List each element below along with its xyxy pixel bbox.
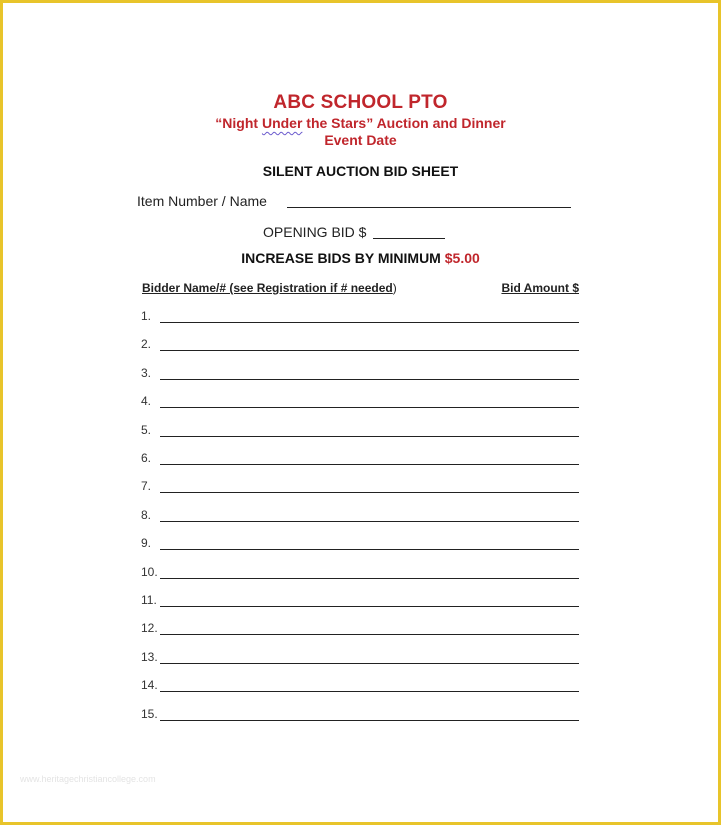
event-title-under: Under — [261, 115, 303, 131]
bid-row-number: 3. — [141, 366, 152, 380]
bid-entry-line[interactable] — [160, 720, 579, 721]
bid-entry-line[interactable] — [160, 464, 579, 465]
bid-row-number: 13. — [141, 650, 158, 664]
increase-bids-line — [0, 250, 721, 266]
bid-row — [141, 508, 579, 524]
bid-entry-line[interactable] — [160, 691, 579, 692]
bid-entry-line[interactable] — [160, 634, 579, 635]
sheet-title: SILENT AUCTION BID SHEET — [262, 163, 459, 179]
bid-entry-line[interactable] — [160, 350, 579, 351]
bid-row-number: 12. — [141, 621, 158, 635]
bid-row — [141, 394, 579, 410]
item-name-field[interactable] — [287, 207, 571, 208]
bid-row-number: 8. — [141, 508, 152, 522]
bid-row — [141, 621, 579, 637]
event-date: Event Date — [324, 132, 397, 148]
bid-entry-line[interactable] — [160, 436, 579, 437]
bid-entry-line[interactable] — [160, 407, 579, 408]
bid-entry-line[interactable] — [160, 663, 579, 664]
item-label: Item Number / Name — [137, 193, 267, 209]
bid-row-number: 7. — [141, 479, 152, 493]
org-name: ABC SCHOOL PTO — [273, 92, 448, 113]
bid-row — [141, 479, 579, 495]
bid-row-number: 5. — [141, 423, 152, 437]
bid-row — [141, 366, 579, 382]
bid-amount-header-text: Bid Amount $ — [501, 281, 579, 295]
bidder-header-paren: ) — [392, 281, 397, 295]
bid-row-number: 15. — [141, 707, 158, 721]
bid-entry-line[interactable] — [160, 578, 579, 579]
bid-row — [141, 309, 579, 325]
bidder-column-header — [142, 281, 397, 295]
bid-row — [141, 650, 579, 666]
bid-row-number: 6. — [141, 451, 152, 465]
event-title — [0, 115, 721, 131]
bid-row — [141, 451, 579, 467]
bid-row — [141, 536, 579, 552]
bid-row — [141, 565, 579, 581]
bid-row-number: 1. — [141, 309, 152, 323]
bid-row — [141, 678, 579, 694]
bid-entry-line[interactable] — [160, 379, 579, 380]
bid-row-number: 2. — [141, 337, 152, 351]
bid-entry-line[interactable] — [160, 492, 579, 493]
bid-entry-line[interactable] — [160, 549, 579, 550]
bid-row — [141, 423, 579, 439]
bid-amount-column-header — [501, 281, 579, 295]
bid-row — [141, 707, 579, 723]
event-title-part2: the Stars” Auction and Dinner — [302, 115, 506, 131]
bid-row-number: 4. — [141, 394, 152, 408]
bid-entry-line[interactable] — [160, 521, 579, 522]
bid-row-number: 11. — [141, 593, 157, 607]
bid-row-number: 9. — [141, 536, 152, 550]
bid-row — [141, 593, 579, 609]
bid-entry-line[interactable] — [160, 606, 579, 607]
event-title-part1: “Night — [215, 115, 262, 131]
bid-row-number: 14. — [141, 678, 158, 692]
bidder-header-text: Bidder Name/# (see Registration if # needed — [142, 281, 393, 295]
increase-label: INCREASE BIDS BY MINIMUM — [241, 250, 441, 266]
bid-row — [141, 337, 579, 353]
watermark: www.heritagechristiancollege.com — [20, 774, 156, 784]
increase-amount: $5.00 — [444, 250, 480, 266]
opening-bid-field[interactable] — [373, 238, 445, 239]
bid-entry-line[interactable] — [160, 322, 579, 323]
opening-bid-label: OPENING BID $ — [263, 224, 367, 240]
bid-row-number: 10. — [141, 565, 158, 579]
